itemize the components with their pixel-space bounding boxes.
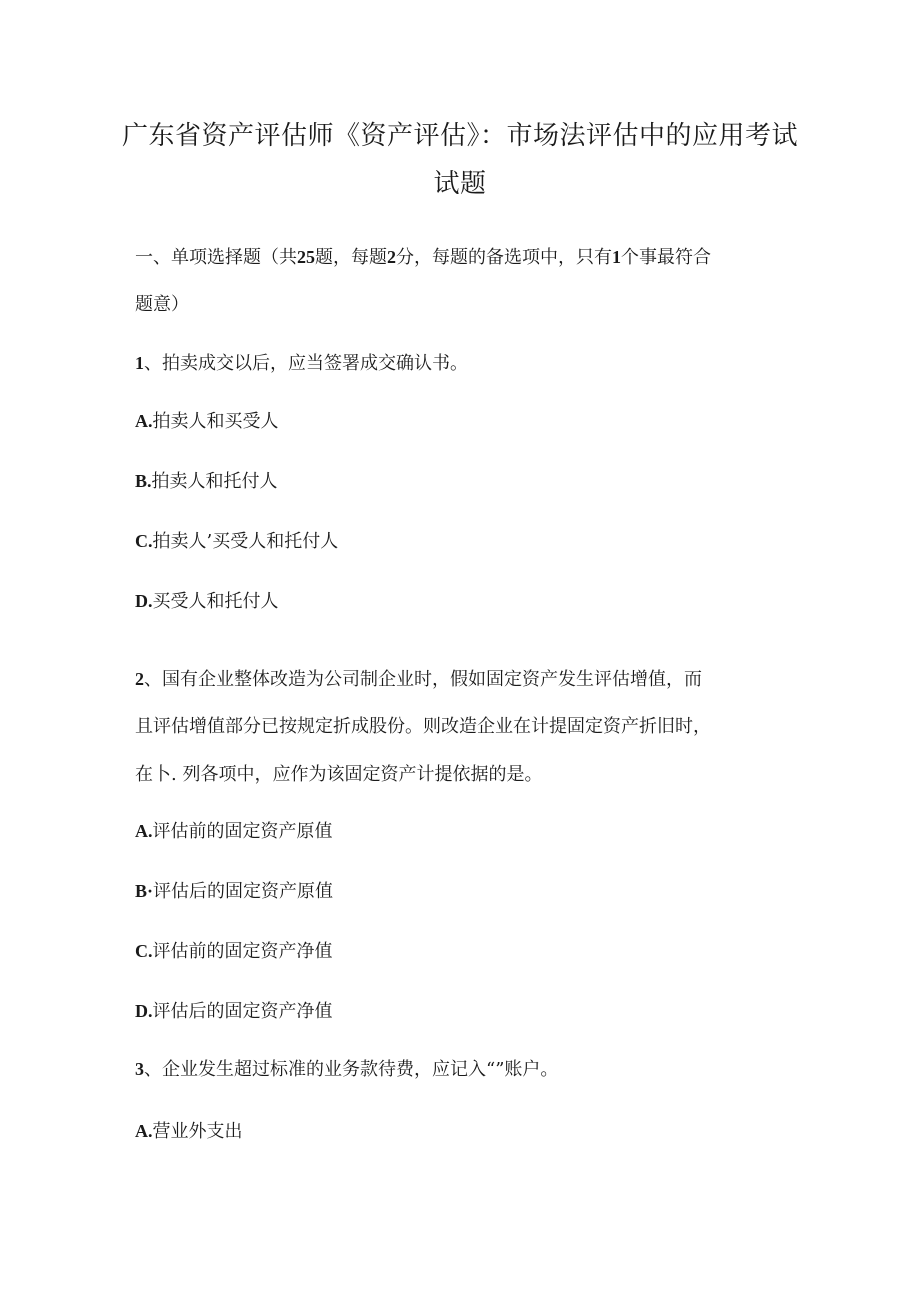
question-3-stem: 3、企业发生超过标准的业务款待费，应记入“”账户。: [135, 1059, 559, 1080]
question-2-option-b: B·评估后的固定资产原值: [135, 881, 334, 902]
question-2-option-c: C.评估前的固定资产净值: [135, 941, 333, 962]
question-1-stem: 1、拍卖成交以后，应当签署成交确认书。: [135, 353, 468, 374]
question-1-option-c: C.拍卖人’买受人和托付人: [135, 531, 339, 552]
question-1-option-b: B.拍卖人和托付人: [135, 471, 278, 492]
document-title: [120, 112, 800, 208]
question-2-option-d: D.评估后的固定资产净值: [135, 1001, 333, 1022]
question-3-option-a: A.营业外支出: [135, 1121, 243, 1142]
question-1-option-d: D.买受人和托付人: [135, 591, 279, 612]
question-2-stem-line-3: 在卜. 列各项中，应作为该固定资产计提依据的是。: [135, 764, 543, 785]
question-2-stem-line-1: 2、国有企业整体改造为公司制企业时，假如固定资产发生评估增值，而: [135, 669, 702, 690]
title-line-2: 试题: [433, 169, 487, 199]
question-2-option-a: A.评估前的固定资产原值: [135, 821, 333, 842]
section-heading-line-1: 一、单项选择题（共25题，每题2分，每题的备选项中，只有1个事最符合: [135, 247, 711, 268]
question-1-option-a: A.拍卖人和买受人: [135, 411, 279, 432]
section-heading-line-2: 题意）: [135, 294, 189, 315]
question-2-stem-line-2: 且评估增值部分已按规定折成股份。则改造企业在计提固定资产折旧时，: [135, 716, 711, 737]
title-line-1: 广东省资产评估师《资产评估》：市场法评估中的应用考试: [121, 121, 798, 151]
